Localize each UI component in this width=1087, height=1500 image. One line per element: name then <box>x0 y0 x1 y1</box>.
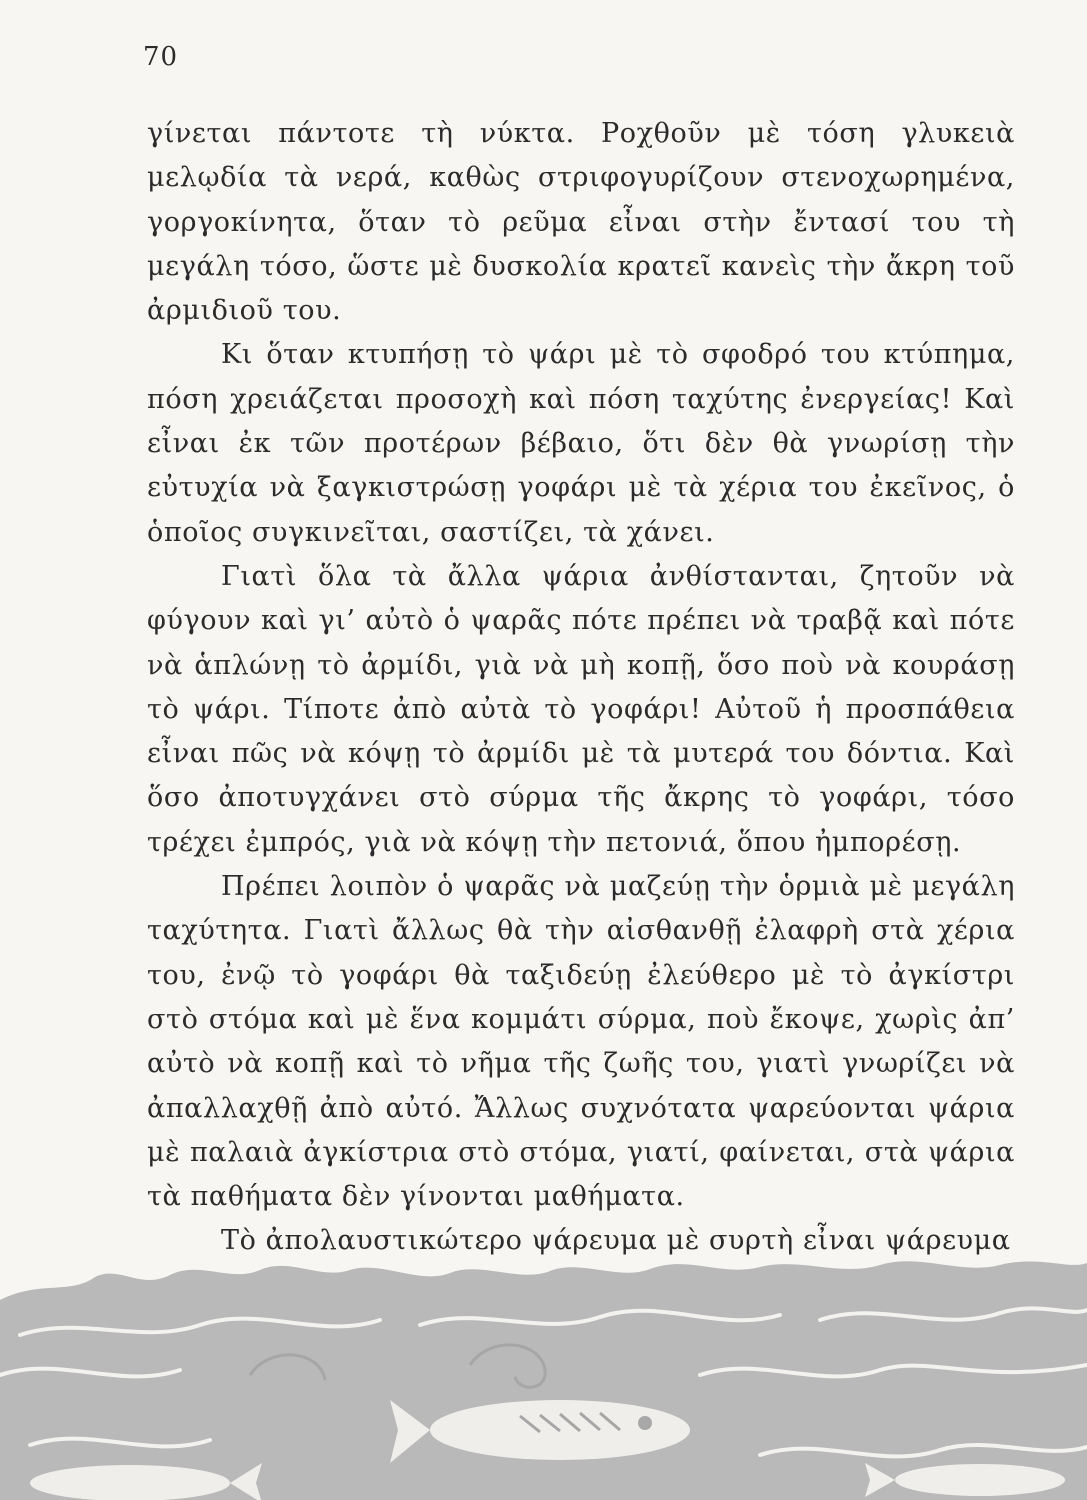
body-text <box>147 112 1015 1264</box>
paragraph: γίνεται πάντοτε τὴ νύκτα. Ροχθοῦν μὲ τόση γλυκειὰ μελῳδία τὰ νερά, καθὼς στριφογυρίζουν στενοχωρημένα, γοργοκίνητα, ὅταν τὸ ρεῦμα εἶναι στὴν ἔντασί του τὴ μεγάλη τόσο, ὥστε μὲ δυσκολία κρατεῖ κανεὶς τὴν ἄκρη τοῦ ἀρμιδιοῦ του. <box>147 118 1015 327</box>
paragraph: Τὸ ἀπολαυστικώτερο ψάρευμα μὲ συρτὴ εἶναι ψάρευμα <box>221 1225 1011 1257</box>
fish-eye <box>638 1416 652 1430</box>
paragraph: Πρέπει λοιπὸν ὁ ψαρᾶς νὰ μαζεύῃ τὴν ὁρμιὰ μὲ μεγάλη ταχύτητα. Γιατὶ ἄλλως θὰ τὴν αἰσθανθῇ ἐλαφρὴ στὰ χέρια του, ἐνῷ τὸ γοφάρι θὰ ταξιδεύῃ ἐλεύθερο μὲ τὸ ἀγκίστρι στὸ στόμα καὶ μὲ ἕνα κομμάτι σύρμα, ποὺ ἔκοψε, χωρὶς ἀπ’ αὐτὸ νὰ κοπῇ καὶ τὸ νῆμα τῆς ζωῆς του, γιατὶ γνωρίζει νὰ ἀπαλλαχθῇ ἀπὸ αὐτό. Ἄλλως συχνότατα ψαρεύονται ψάρια μὲ παλαιὰ ἀγκίστρια στὸ στόμα, γιατί, φαίνεται, στὰ ψάρια τὰ παθήματα δὲν γίνονται μαθήματα. <box>147 871 1015 1213</box>
paragraph: Γιατὶ ὅλα τὰ ἄλλα ψάρια ἀνθίστανται, ζητοῦν νὰ φύγουν καὶ γι’ αὐτὸ ὁ ψαρᾶς πότε πρέπει νὰ τραβᾷ καὶ πότε νὰ ἁπλώνῃ τὸ ἀρμίδι, γιὰ νὰ μὴ κοπῇ, ὅσο ποὺ νὰ κουράσῃ τὸ ψάρι. Τίποτε ἀπὸ αὐτὰ τὸ γοφάρι! Αὐτοῦ ἡ προσπάθεια εἶναι πῶς νὰ κόψῃ τὸ ἀρμίδι μὲ τὰ μυτερά του δόντια. Καὶ ὅσο ἀποτυγχάνει στὸ σύρμα τῆς ἄκρης τὸ γοφάρι, τόσο τρέχει ἐμπρός, γιὰ νὰ κόψῃ τὴν πετονιά, ὅπου ἠμπορέσῃ. <box>147 560 1015 858</box>
fish-body <box>30 1465 230 1500</box>
fish-body <box>895 1464 1065 1496</box>
paragraph: Κι ὅταν κτυπήσῃ τὸ ψάρι μὲ τὸ σφοδρό του κτύπημα, πόση χρειάζεται προσοχὴ καὶ πόση ταχύτης ἐνεργείας! Καὶ εἶναι ἐκ τῶν προτέρων βέβαιο, ὅτι δὲν θὰ γνωρίσῃ τὴν εὐτυχία νὰ ξαγκιστρώσῃ γοφάρι μὲ τὰ χέρια του ἐκεῖνος, ὁ ὁποῖος συγκινεῖται, σαστίζει, τὰ χάνει. <box>147 339 1015 548</box>
page-number: 70 <box>143 42 179 72</box>
sea-waves-fish-illustration <box>0 1225 1087 1500</box>
